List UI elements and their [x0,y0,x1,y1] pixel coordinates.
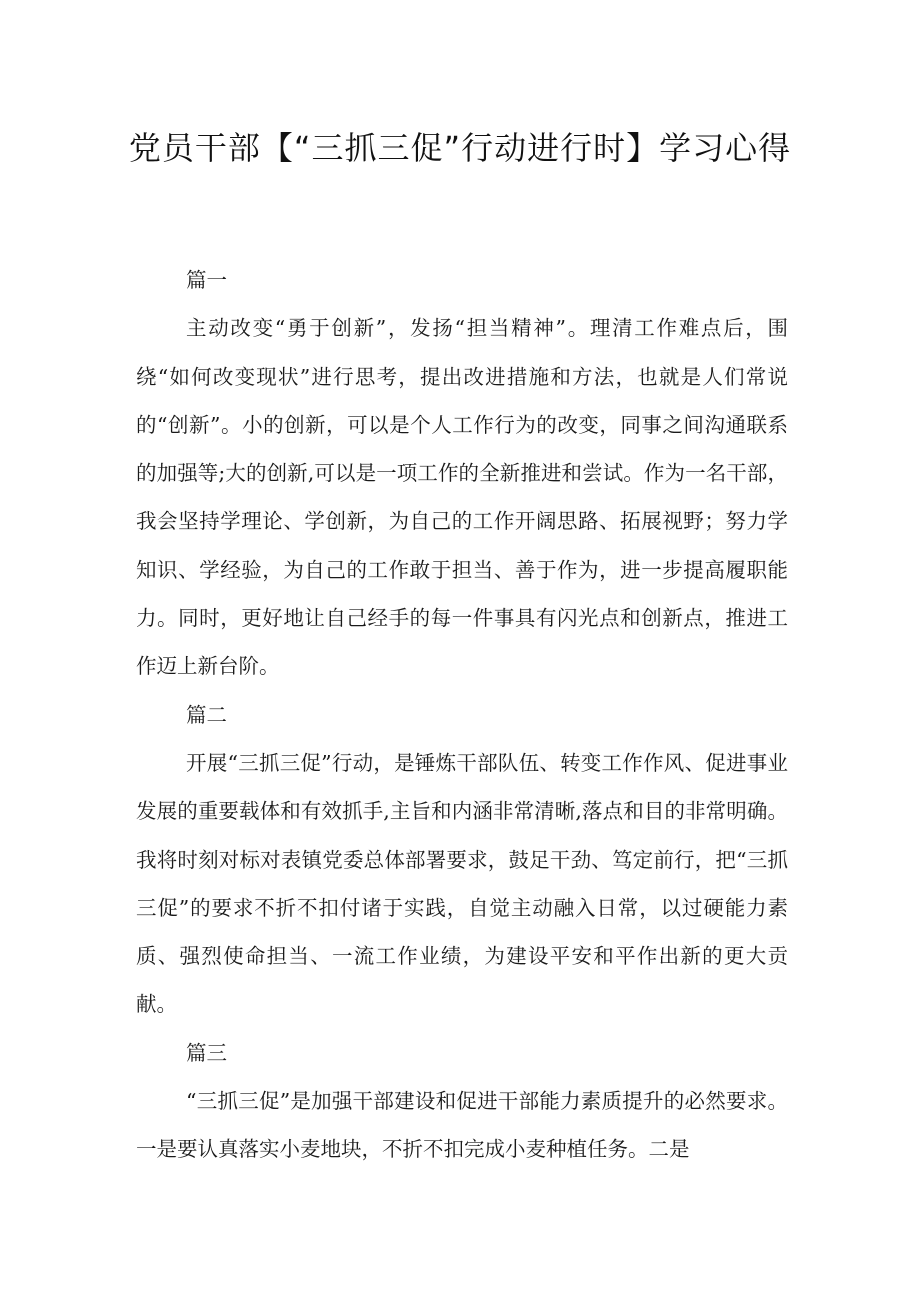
section-heading-1: 篇一 [186,268,227,292]
section-paragraph-2: 开展“三抓三促”行动，是锤炼干部队伍、转变工作作风、促进事业发展的重要载体和有效抓手,主旨和内涵非常清晰,落点和目的非常明确。我将时刻对标对表镇党委总体部署要求，鼓足干劲、笃定前行，把“三抓三促”的要求不折不扣付诸于实践，自觉主动融入日常，以过硬能力素质、强烈使命担当、一流工作业绩，为建设平安和平作出新的更大贡献。 [136,750,788,1017]
document-body [136,256,788,1174]
document-title: 党员干部【“三抓三促”行动进行时】学习心得 [128,129,792,167]
section-paragraph-3: “三抓三促”是加强干部建设和促进干部能力素质提升的必然要求。一是要认真落实小麦地块，不折不扣完成小麦种植任务。二是 [136,1089,788,1162]
section-paragraph-1: 主动改变“勇于创新”，发扬“担当精神”。理清工作难点后，围绕“如何改变现状”进行思考，提出改进措施和方法，也就是人们常说的“创新”。小的创新，可以是个人工作行为的改变，同事之间沟通联系的加强等;大的创新,可以是一项工作的全新推进和尝试。作为一名干部，我会坚持学理论、学创新，为自己的工作开阔思路、拓展视野；努力学知识、学经验，为自己的工作敢于担当、善于作为，进一步提高履职能力。同时，更好地让自己经手的每一件事具有闪光点和创新点，推进工作迈上新台阶。 [136,316,788,679]
section-heading-3: 篇三 [186,1040,227,1065]
section-heading-2: 篇二 [186,702,227,727]
